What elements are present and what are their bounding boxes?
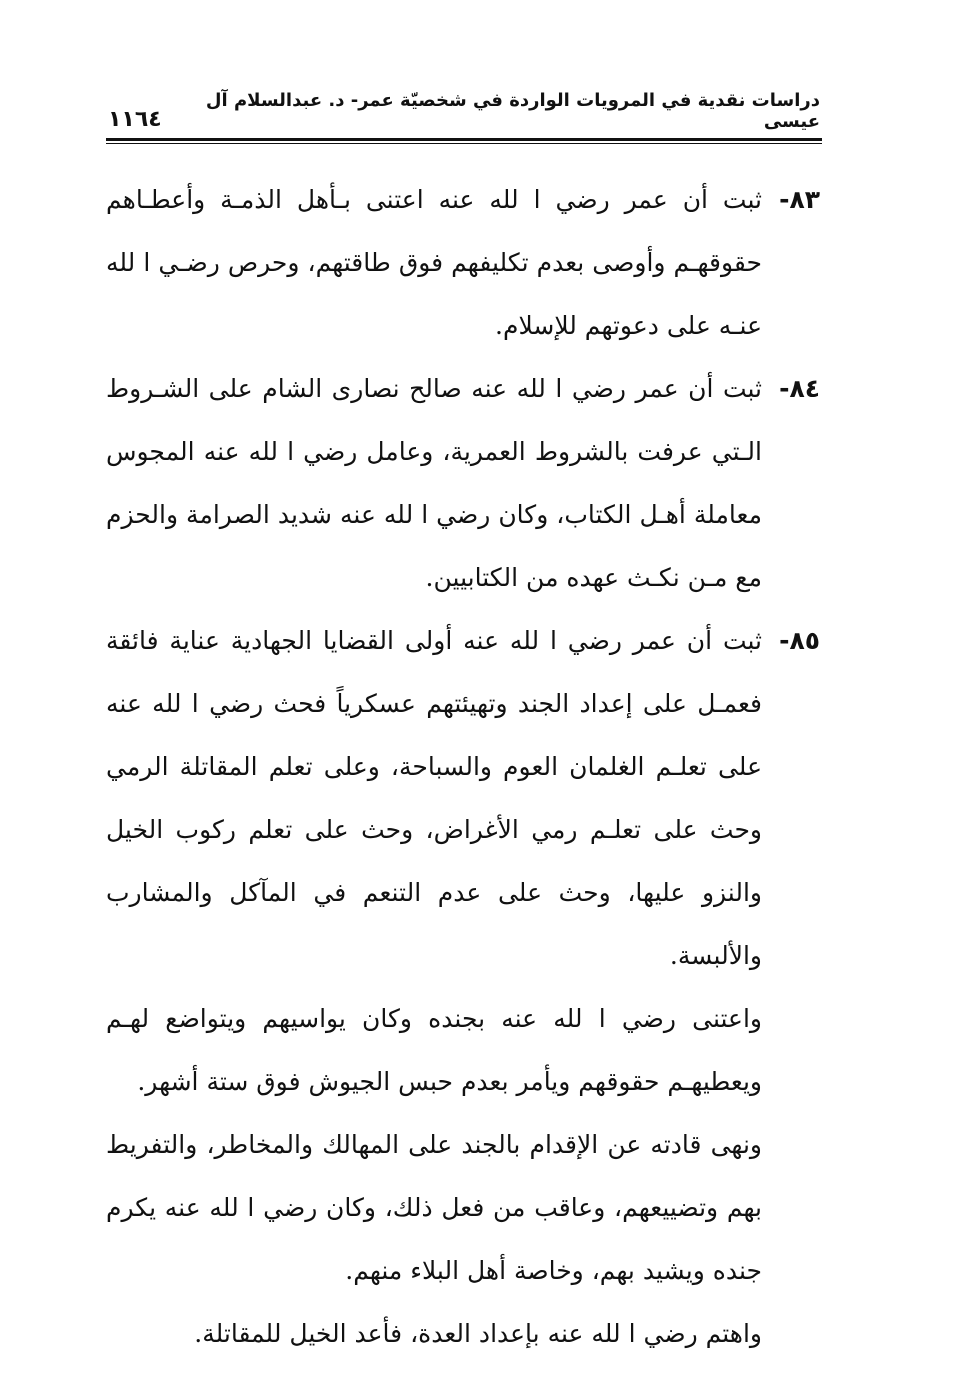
page-number: ١١٦٤ <box>108 107 162 132</box>
page-body <box>106 168 820 1365</box>
running-header-title: دراسات نقدية في المرويات الواردة في شخصيّة عمر- د. عبدالسلام آل عيسى <box>205 90 820 132</box>
numbered-item-83 <box>106 168 820 357</box>
paragraph-commanders-prohibition: ونهى قادته عن الإقدام بالجند على المهالك والمخاطر، والتفريط بهم وتضييعهم، وعاقب من فعل ذلك، وكان رضي ا لله عنه يكرم جنده ويشيد بهم، وخاصة أهل البلاء منهم. <box>106 1130 762 1285</box>
header-rule <box>106 138 822 144</box>
item-number: ٨٤- <box>779 374 820 403</box>
item-number: ٨٣- <box>779 185 820 214</box>
running-header <box>108 90 820 132</box>
numbered-item-84 <box>106 357 820 609</box>
item-text: ثبت أن عمر رضي ا لله عنه صالح نصارى الشام على الشـروط الـتي عرفت بالشروط العمرية، وعامل رضي ا لله عنه المجوس معاملة أهـل الكتاب، وكان رضي ا لله عنه شديد الصرامة والحزم مع مـن نكـث عهده من الكتابيين. <box>106 374 762 592</box>
item-text: ثبت أن عمر رضي ا لله عنه أولى القضايا الجهادية عناية فائقة فعمـل على إعداد الجند وتهيئتهم عسكرياً فحث رضي ا لله عنه على تعلـم الغلمان العوم والسباحة، وعلى تعلم المقاتلة الرمي وحث على تعلـم رمي الأغراض، وحث على تعلم ركوب الخيل والنزو عليها، وحث على عدم التنعم في المآكل والمشارب والألبسة. <box>106 626 762 970</box>
item-text: ثبت أن عمر رضي ا لله عنه اعتنى بـأهل الذمـة وأعطـاهم حقوقهـم وأوصى بعدم تكليفهم فوق طاقتهم، وحرص رضـي ا لله عنـه على دعوتهم للإسلام. <box>106 185 762 340</box>
paragraph-soldiers-care: واعتنى رضي ا لله عنه بجنده وكان يواسيهم ويتواضع لهـم ويعطيهـم حقوقهم ويأمر بعدم حبس الجيوش فوق ستة أشهر. <box>106 1004 762 1096</box>
item-number: ٨٥- <box>779 626 820 655</box>
numbered-item-85 <box>106 609 820 987</box>
paragraph-preparation: واهتم رضي ا لله عنه بإعداد العدة، فأعد الخيل للمقاتلة. <box>194 1319 762 1348</box>
